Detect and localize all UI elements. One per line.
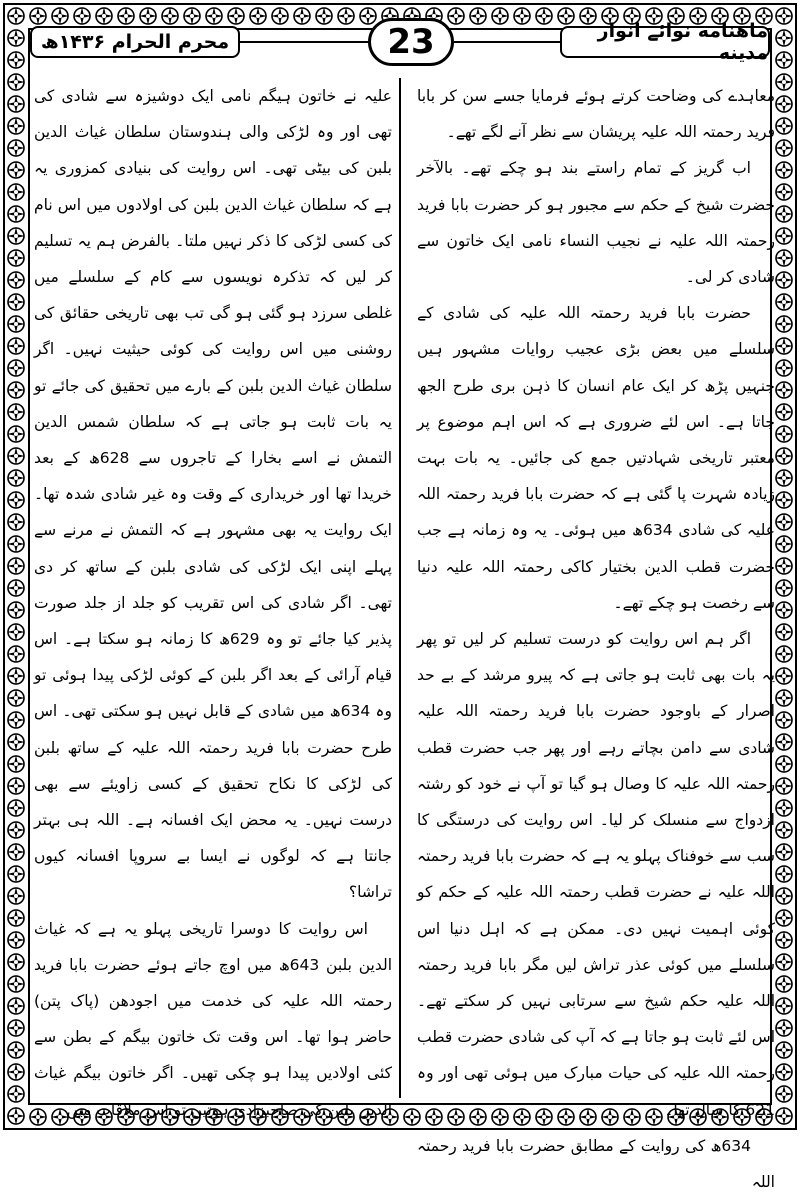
right-column [417,78,775,1192]
header-rule-left [240,41,368,43]
paragraph: علیہ نے خاتون ہیگم نامی ایک دوشیزہ سے شادی کی تھی اور وہ لڑکی والی ہندوستان سلطان غیاث الدین بلبن کی بیٹی تھی۔ اس روایت کی بنیادی کمزوری یہ ہے کہ سلطان غیاث الدین بلبن کی اولادوں میں اس نام کی کسی لڑکی کا ذکر نہیں ملتا۔ بالفرض ہم یہ تسلیم کر لیں کہ تذکرہ نویسوں سے کام کے سلسلے میں غلطی سرزد ہو گئی ہو گی تب بھی تاریخی حقائق کی روشنی میں اس روایت کی کوئی حیثیت نہیں۔ اگر سلطان غیاث الدین بلبن کے بارے میں تحقیق کی جائے تو یہ بات ثابت ہو جاتی ہے کہ سلطان شمس الدین التمش نے اسے بخارا کے تاجروں سے 628ھ کے بعد خریدا تھا اور خریداری کے وقت وہ غیر شادی شدہ تھا۔ ایک روایت یہ بھی مشہور ہے کہ التمش نے مرنے سے پہلے اپنی ایک لڑکی کی شادی بلبن کے ساتھ کر دی تھی۔ اگر شادی کی اس تقریب کو جلد از جلد صورت پذیر کیا جائے تو وہ 629ھ کا زمانہ ہو سکتا ہے۔ اس قیام آرائی کے بعد اگر بلبن کے کوئی لڑکی پیدا ہوئی تو وہ 634ھ میں شادی کے قابل نہیں ہو سکتی تھی۔ اس طرح حضرت بابا فرید رحمتہ اللہ علیہ کے ساتھ بلبن کی لڑکی کا نکاح تحقیق کے کسی زاویئے سے بھی درست نہیں۔ یہ محض ایک افسانہ ہے۔ اللہ ہی بہتر جانتا ہے کہ لوگوں نے ایسا بے سروپا افسانہ کیوں تراشا؟ [34,87,392,902]
paragraph: حضرت بابا فرید رحمتہ اللہ علیہ کی شادی کے سلسلے میں بعض بڑی عجیب روایات مشہور ہیں جنہیں پڑھ کر ایک عام انسان کا ذہن بری طرح الجھ جاتا ہے۔ اس لئے ضروری ہے کہ اس اہم موضوع پر معتبر تاریخی شہادتیں جمع کی جائیں۔ یہ بات بہت زیادہ شہرت پا گئی ہے کہ حضرت بابا فرید رحمتہ اللہ علیہ کی شادی 634ھ میں ہوئی۔ یہ وہ زمانہ ہے جب حضرت قطب الدین بختیار کاکی رحمتہ اللہ علیہ دنیا سے رخصت ہو چکے تھے۔ [417,304,775,612]
paragraph: اس روایت کا دوسرا تاریخی پہلو یہ ہے کہ غیاث الدین بلبن 643ھ میں اوچ جاتے ہوئے حضرت بابا فرید رحمتہ اللہ علیہ کی خدمت میں اجودھن (پاک پتن) حاضر ہوا تھا۔ اس وقت تک خاتون بیگم کے بطن سے کئی اولادیں پیدا ہو چکی تھیں۔ اگر خاتون بیگم غیاث الدین بلبن کی صاحبزادی ہوتیں تو اس ملاقات میں [34,919,392,1119]
column-divider [399,78,401,1098]
page-header [30,16,770,68]
paragraph: اگر ہم اس روایت کو درست تسلیم کر لیں تو پھر یہ بات بھی ثابت ہو جاتی ہے کہ پیرو مرشد کے بے حد اصرار کے باوجود حضرت بابا فرید رحمتہ اللہ علیہ شادی سے دامن بچاتے رہے اور پھر جب حضرت قطب رحمتہ اللہ علیہ کا وصال ہو گیا تو آپ نے خود کو رشتہ ازدواج سے منسلک کر لیا۔ اس روایت کی درستگی کا سب سے خوفناک پہلو یہ ہے کہ حضرت بابا فرید رحمتہ اللہ علیہ نے حضرت قطب رحمتہ اللہ علیہ کے حکم کو کوئی اہمیت نہیں دی۔ ممکن ہے کہ اہل دنیا اس سلسلے میں کوئی عذر تراش لیں مگر بابا فرید رحمتہ اللہ علیہ حکم شیخ سے سرتابی نہیں کر سکتے تھے۔ اس لئے ثابت ہو جاتا ہے کہ آپ کی شادی حضرت قطب رحمتہ اللہ علیہ کی حیات مبارک میں ہوئی تھی اور وہ 621 کا سال تھا۔ [417,630,775,1119]
ornamental-border-right [773,5,795,1128]
header-rule-right [454,41,560,43]
paragraph: معاہدے کی وضاحت کرتے ہوئے فرمایا جسے سن کر بابا فرید رحمتہ اللہ علیہ پریشان سے نظر آنے لگے تھے۔ [417,87,775,142]
page-number: 23 [368,18,454,66]
left-column [34,78,392,1119]
paragraph: اب گریز کے تمام راستے بند ہو چکے تھے۔ بالآخر حضرت شیخ کے حکم سے مجبور ہو کر حضرت بابا فرید رحمتہ اللہ علیہ نے نجیب النساء نامی ایک خاتون سے شادی کر لی۔ [417,159,775,287]
ornamental-border-left [5,5,27,1128]
paragraph: 634ھ کی روایت کے مطابق حضرت بابا فرید رحمتہ اللہ [417,1136,775,1192]
issue-date: محرم الحرام ۱۴۳۶ھ [30,26,240,58]
magazine-name: ماهنامه نوائے انوار مدینه [560,26,770,58]
